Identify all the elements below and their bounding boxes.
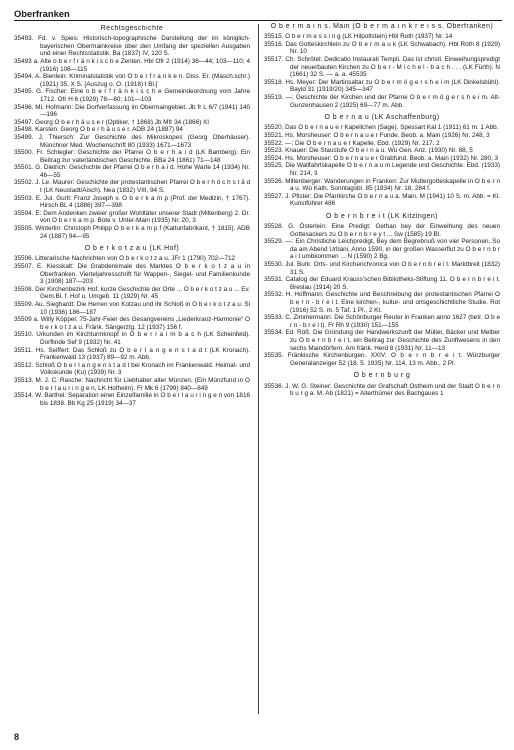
entry-list bbox=[264, 124, 500, 208]
bibliography-entry: 35523. Knauer: Die Staustufe O b e r n a u. Wü Gen. Anz. (1930) Nr. 88, 5 bbox=[264, 147, 473, 155]
bibliography-entry: 35504. E: Dem Andenken zweier großer Wohltäter unserer Stadt (Miltenberg) 2. Dr. von O b e r k a m p. Bote v. Unter-Main (1935) Nr. 20, 3 bbox=[14, 209, 250, 225]
bibliography-entry: 35522. —: Die O b e r n a u e r Kapelle. Ebd. (1929) Nr. 217, 2 bbox=[264, 139, 440, 147]
bibliography-entry: 35495. G. Fischer: Eine o b e r f r ä n k i s c h e Gemeindeordnung vom Jahre 1712. Ofr H 6 (1929) 78—80; 101—103 bbox=[14, 88, 250, 103]
bibliography-entry: 35506. Litterarische Nachrichten von O b e r k o t z a u. JFr 1 (1790) 702—712 bbox=[14, 255, 236, 263]
bibliography-entry: 35534. Ed. Röß: Die Gründung der Handwerkszunft der Müller, Bäcker und Melber zu O b e r n b r e i t, ein Beitrag zur Geschichte des Zunftwesens in den sechs Maindörfern. Am fränk. Herd 8 (1931) Nr. 11—13 bbox=[264, 329, 500, 352]
section-heading: O b e r n b r e i t (LK Kitzingen) bbox=[326, 212, 438, 220]
bibliography-entry: 35505. Winterlin: Christoph Philipp O b e r k a m p f (Kattunfabrikant, † 1815). ADB 24 (1887) 94—95 bbox=[14, 225, 250, 240]
bibliography-entry: 35533. C. Zimmermann: Die Schönburger Reuter in Franken anno 1627 (betr. O b e r n - b r e i t). Fr Rh 9 (1930) 151—155 bbox=[264, 314, 500, 329]
bibliography-entry: 35521. Hs. Morsheuser: O b e r n a u e r Funde. Beob. a. Main (1926) Nr. 248, 3 bbox=[264, 131, 490, 139]
bibliography-entry: 35500. Fr. Schlegler: Geschichte der Pfarrei O b e r h a i d (LK Bamberg). Ein Beitrag zur vaterländischen Geschichte. BBa 24 (1861) 71—148 bbox=[14, 149, 250, 164]
section bbox=[264, 372, 500, 397]
bibliography-entry: 35520. Das O b e r n a u e r Kapellchen (Sage). Spessart Kal 1 (1911) 61 m. 1 Abb. bbox=[264, 124, 499, 132]
bibliography-entry: 35494. A. Bienlein: Kriminalstatistik von O b e r f r a n k e n. Diss. Er. (Masch.schr.) (1921) 35, X S. [Auszug o. O. (1918) I Bl.] bbox=[14, 73, 250, 88]
bibliography-entry: 35528. G. Österlein: Eine Predigt: Gethan bey der Einweihung des neuen Gottesackers zu O b e r n b r e y t ... Sw (1585) 19 Bl. bbox=[264, 223, 500, 238]
section bbox=[264, 114, 500, 208]
bibliography-entry: 35516. Das Gotteskirchlein zu O b e r m a u k (LK Schwabach). Hbl Roth 8 (1929) Nr. 10 bbox=[264, 40, 500, 56]
bibliography-entry: 35512. Schloß O b e r l a n g e n s t a d t bei Kronach im Frankenwald. Heimat- und Volkskunde (Ku) (1939) Nr. 3 bbox=[14, 361, 250, 377]
entry-list bbox=[14, 255, 250, 407]
bibliography-entry: 35493 a. Alte o b e r f r ä n k i s c h e Zenten. Hbl Ofr 2 (1914) 36—44; 103—110; 4 (1916) 106—115 bbox=[14, 57, 250, 73]
section bbox=[264, 213, 500, 367]
entry-list bbox=[264, 383, 500, 398]
region-title: Oberfranken bbox=[14, 8, 70, 19]
bibliography-entry: 35496. Mi. Hofmann: Die Dorfverfassung im Obermaingebiet. Jb fr L 6/7 (1941) 140—196 bbox=[14, 103, 250, 119]
entry-list bbox=[264, 33, 500, 109]
section bbox=[264, 23, 500, 109]
bibliography-entry: 35526. Miltenberger: Wanderungen in Franken: Zur Muttergotteskapelle in O b e r n a u. Wü Kath. Sonntagsbl. 85 (1934) Nr. 18, 284 f. bbox=[264, 177, 500, 193]
bibliography-entry: 35509. Au. Sieghardt: Die Herren von Kotzau und ihr Schloß in O b e r k o t z a u. Sl 10 (1936) 186—187 bbox=[14, 301, 250, 316]
entry-list bbox=[14, 35, 250, 240]
bibliography-entry: 35519. —: Geschichte der Kirchen und der Pfarrei O b e r m ö g e r s h e i m. Alt-Gunzenhausen 2 (1925) 69—77 m. Abb. bbox=[264, 93, 500, 109]
bibliography-entry: 35536. J. W. G. Steiner: Geschichte der Grafschaft Ostheim und der Stadt O b e r n b u r g a. M. Ab (1821) = Alterthümer des Bachgaues 1 bbox=[264, 382, 500, 398]
bibliography-entry: 35508. Der Kirchenbezirk Hof, kurze Geschichte der Orte ... O b e r k o t z a u ... Ev. Gem.Bl. f. Hof u. Umgeb. 11 (1929) Nr. 45 bbox=[14, 285, 250, 301]
bibliography-entry: 35527. J. Pfister: Die Pfarrkirche O b e r n a u a. Main. M (1941) 10 S. m. Abb. = Kl. Kunstführer 486 bbox=[264, 192, 500, 208]
bibliography-entry: 35501. G. Dietrich: Geschichte der Pfarrei O b e r h a i d. Hohe Warte 14 (1934) Nr. 46—55 bbox=[14, 164, 250, 179]
section-heading: Rechtsgeschichte bbox=[100, 25, 164, 32]
bibliography-entry: 35493. Fd. v. Spies: Historisch-topographische Darstellung der im königlich-bayerischen Obermainkreise über den Umfang der speziellen Ausgaben und einer Rechtsstatistik. Ba (1837) IV, 120 S. bbox=[14, 35, 250, 58]
column-divider bbox=[258, 24, 259, 714]
section-heading: O b e r k o t z a u (LK Hof) bbox=[84, 245, 180, 253]
bibliography-entry: 35515. O b e r m e s s i n g (LK Hilpoltstein) Hbl Roth (1937) Nr. 14 bbox=[264, 33, 453, 41]
section bbox=[14, 245, 250, 407]
bibliography-entry: 35497. Georg O b e r h ä u s e r (Optiker, † 1868) Jb Mfr 34 (1866) XI bbox=[14, 118, 209, 126]
bibliography-entry: 35509 a. Willy Köppel: 75-Jahr-Feier des Gesangvereins „Liederkranz-Harmonie“ O b e r k o t z a u. Fränk. Sängerztg. 12 (1937) 156 f. bbox=[14, 316, 250, 331]
bibliography-entry: 35507. E. Kiesskalt: Die Grabdenkmale des Marktes O b e r k o t z a u in Oberfranken. Vierteljahresschrift für Wappen-, Siegel- und Familienkunde 3 (1908) 187—203 bbox=[14, 263, 250, 286]
bibliography-entry: 35517. Ch. Schrötel: Dedicatio Instaurati Templi. Das ist christl. Einweihungspredigt der neuerbauten Kirchen zu O b e r - M i c h e l - b a c h . . . (LK Fürth). N (1661) 32 S. — a. a. 45535 bbox=[264, 55, 500, 79]
bibliography-entry: 35530. Jul. Burk: Orts- und Kirchenchronica von O b e r n b r e i t. Marktbreit (1832) 31 S. bbox=[264, 261, 500, 276]
bibliography-entry: 35524. Hs. Morsheuser: O b e r n a u e r Grabfund. Beob. a. Main (1932) Nr. 280, 3 bbox=[264, 154, 499, 162]
section bbox=[14, 25, 250, 240]
left-column bbox=[14, 25, 250, 407]
bibliography-entry: 35518. Hs. Meyer: Der Martinsaltar zu O b e r m ö g e r s h e i m (LK Dinkelsbühl). Bayld 31 (1919/20) 345—347 bbox=[264, 78, 500, 94]
bibliography-entry: 35513. M. J. C. Rasche: Nachricht für Liebhaber alter Münzen. (Ein Münzfund in O b e r l a u r i n g e n, LK Hofheim). Fr Mk 6 (1799) 840—849 bbox=[14, 376, 250, 392]
bibliography-entry: 35503. E. Jul. Gurlt: Franz Joseph v. O b e r k a m p (Prof. der Medizin, † 1767). Hirsch BL 4 (1886) 397—398 bbox=[14, 194, 250, 210]
entry-list bbox=[264, 223, 500, 367]
bibliography-entry: 35514. W. Barthel: Separation einer Einzelfamilie in O b e r l a u r i n g e n von 1816 bis 1838. Bb Kg 25 (1919) 34—37 bbox=[14, 392, 250, 407]
bibliography-entry: 35510. Urkunden im Kirchturmknopf in O b e r l a i m b a c h (LK Scheinfeld). Dorflinde Sef 9 (1932) Nr. 41 bbox=[14, 331, 250, 346]
bibliography-entry: 35498. Karsten: Georg O b e r h ä u s e r. ADB 24 (1887) 94 bbox=[14, 126, 183, 134]
bibliography-entry: 35499. J. Thiersch: Zur Geschichte des Mikroskopes (Georg Oberhäuser). Münchner Med. Wochenschrift 80 (1933) 1671—1673 bbox=[14, 133, 250, 149]
section-heading: O b e r n b u r g bbox=[353, 372, 411, 380]
bibliography-entry: 35535. Fränkische Kirchenburgen. XXIV: O b e r n b r e i t. Würzburger Generalanzeiger 52 (18. 5. 1935) Nr. 114, 13 m. Abb., 2 Pl. bbox=[264, 352, 500, 367]
section-heading: O b e r m a i n s. Main (O b e r m a i n k r e i s s. Oberfranken) bbox=[270, 23, 494, 30]
page-header bbox=[14, 8, 502, 21]
right-column bbox=[264, 23, 500, 398]
bibliography-entry: 35502. J. Le. Maurer: Geschichte der protestantischen Pfarrei O b e r h ö c h s t ä d t (LK Neustadt/Aisch). Nea (1832) VIII, 94 S. bbox=[14, 179, 250, 195]
bibliography-entry: 35532. H. Hoffmann: Geschichte und Beschreibung der protestantischen Pfarrei O b e r n - b r e i t. Eine kirchen-, kultur- und ortsgeschichtliche Studie. Rot (1916) 52 S. m. 5 Taf. 1 Pl., 2 Kt. bbox=[264, 291, 500, 314]
page bbox=[14, 8, 502, 742]
bibliography-entry: 35529. —: Ein Christliche Leichpredigt, Bey dem Begrebnuß von vier Personen, So da am Abend Urbani, Anno 1590, in der großen Wasserflut zu O b e r n b r a i t umbkommen ... N (1590) 2 Bg. bbox=[264, 238, 500, 261]
page-number: 8 bbox=[14, 732, 20, 742]
section-heading: O b e r n a u (LK Aschaffenburg) bbox=[324, 114, 440, 122]
bibliography-entry: 35531. Catalog der Eduard Krauss'schen Bibliotheks-Stiftung 11. O b e r n b r e i t. Breslau (1914) 20 S. bbox=[264, 276, 500, 291]
bibliography-entry: 35511. Hs. Seiffert: Das Schloß zu O b e r l a n g e n s t a d t (LK Kronach). Frankenwald 13 (1937) 89—92 m. Abb. bbox=[14, 346, 250, 362]
bibliography-entry: 35525. Die Wallfahrtskapelle O b e r n a u in Legende und Geschichte. Ebd. (1933) Nr. 214, 3 bbox=[264, 162, 500, 177]
